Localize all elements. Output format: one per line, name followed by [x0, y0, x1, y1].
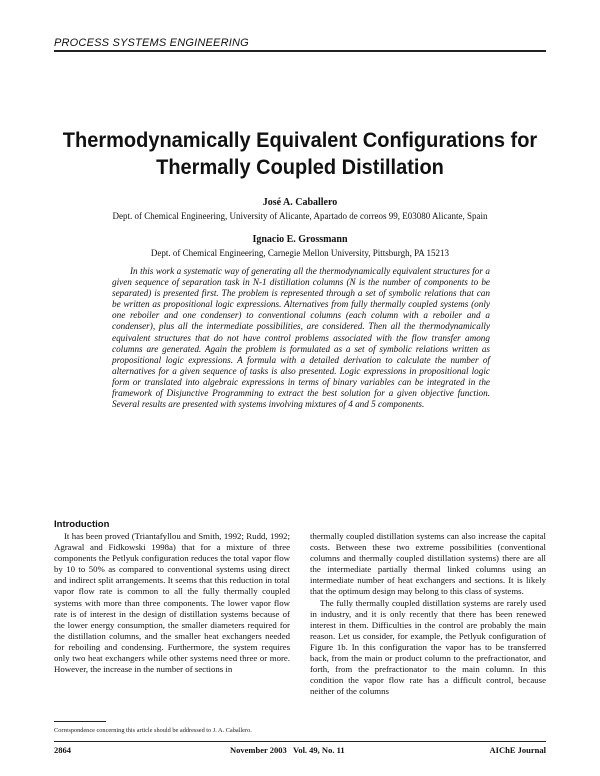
- intro-paragraph-2: thermally coupled distillation systems can also increase the capital costs. Between these two extreme possibilities (conventional columns and thermally coupled distillation systems) there are all the intermediate partially thermal linked columns using an intermediate number of heat exchangers and sections. It is likely that the optimum design may belong to this class of systems.: [310, 531, 546, 597]
- header-rule: [54, 50, 546, 52]
- intro-paragraph-3: The fully thermally coupled distillation systems are rarely used in industry, and it is only recently that there has been renewed interest in them. Difficulties in the control are probably the main reason. Let us consider, for example, the Petlyuk configuration of Figure 1b. In this configuration the vapor has to be transferred back, from the main or product column to the prefractionator, and forth, from the prefractionator to the main column. In this condition the vapor flow rate has a difficult control, because neither of the columns: [310, 597, 546, 697]
- abstract: In this work a systematic way of generating all the thermodynamically equivalent structures for a given sequence of separation task in N-1 distillation columns (N is the number of components to be separated) is presented first. The problem is represented through a set of symbolic relations that can be written as propositional logic expressions. Alternatives from fully thermally coupled systems (only one reboiler and one condenser) to conventional columns (each column with a reboiler and a condenser), plus all the intermediate possibilities, are considered. Then all the thermodynamically equivalent structures that do not have control problems associated with the flow transfer among columns are generated. Again the problem is formulated as a set of symbolic relations written as propositional logic expressions. A formula with a detailed derivation to calculate the number of alternatives for a given sequence of tasks is also presented. Logic expressions in propositional logic form or translated into algebraic expressions in terms of binary variables can be integrated in the framework of Disjunctive Programming to extract the best solution for a given objective function. Several results are presented with systems involving mixtures of 4 and 5 components.: [112, 266, 490, 410]
- footnote-rule: [54, 721, 106, 722]
- left-column: [54, 531, 290, 675]
- section-label: PROCESS SYSTEMS ENGINEERING: [54, 37, 249, 49]
- title-line-2: Thermally Coupled Distillation: [156, 155, 444, 179]
- footer-rule: [54, 741, 546, 742]
- author-name-1: José A. Caballero: [262, 197, 338, 208]
- author-affiliation-1: Dept. of Chemical Engineering, University of Alicante, Apartado de correos 99, E03080 Alicante, Spain: [112, 211, 488, 221]
- intro-paragraph-1: It has been proved (Triantafyllou and Smith, 1992; Rudd, 1992; Agrawal and Fidkowski 1998a) that for a mixture of three components the Petlyuk configuration reduces the total vapor flow by 10 to 50% as compared to conventional systems using direct and indirect split arrangements. It seems that this reduction in total vapor flow rate is common to all the fully thermally coupled systems with more than three components. The lower vapor flow rate is of interest in the design of distillation systems because of the lower energy consumption, the smaller diameters required for the distillation columns, and the smaller heat exchangers needed for reboiling and condensing. Furthermore, the system requires only two heat exchangers while other systems need three or more. However, the increase in the number of sections in: [54, 531, 290, 675]
- footnote: Correspondence concerning this article should be addressed to J. A. Caballero.: [54, 727, 252, 734]
- paper-title: [49, 127, 551, 181]
- title-line-1: Thermodynamically Equivalent Configurations for: [62, 128, 538, 152]
- footer-page-number: 2864: [54, 745, 71, 755]
- right-column: [310, 531, 546, 697]
- author-name-2: Ignacio E. Grossmann: [252, 234, 348, 245]
- footer-journal: AIChE Journal: [489, 745, 546, 755]
- author-affiliation-2: Dept. of Chemical Engineering, Carnegie Mellon University, Pittsburgh, PA 15213: [150, 248, 450, 258]
- footer-issue: November 2003 Vol. 49, No. 11: [230, 745, 345, 755]
- introduction-heading: Introduction: [54, 519, 110, 530]
